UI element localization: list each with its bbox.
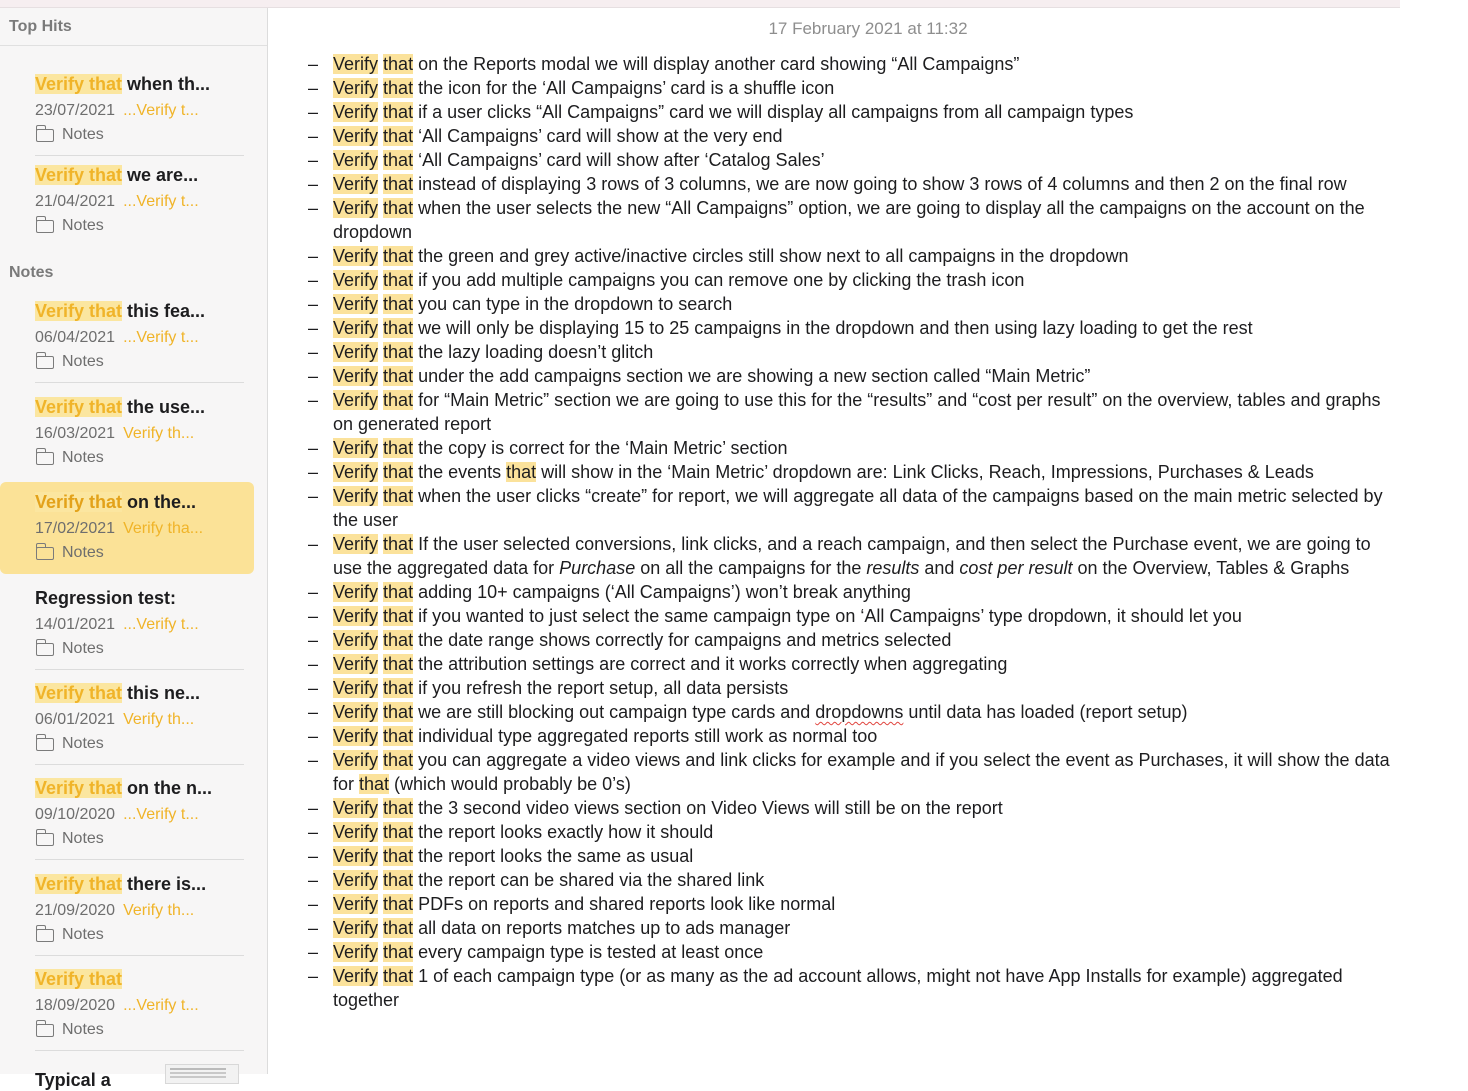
note-folder: Notes <box>36 544 104 562</box>
checklist-line[interactable] <box>308 460 1398 484</box>
line-text: will show in the ‘Main Metric’ dropdown are: Link Clicks, Reach, Impressions, Purchases & Leads <box>536 462 1314 482</box>
divider <box>35 1050 244 1051</box>
line-text: (which would probably be 0’s) <box>389 774 631 794</box>
folder-icon <box>36 643 54 656</box>
line-text: the 3 second video views section on Video Views will still be on the report <box>413 798 1003 818</box>
line-text: the green and grey active/inactive circles still show next to all campaigns in the dropdown <box>413 246 1129 266</box>
note-meta <box>35 616 245 634</box>
checklist-line[interactable] <box>308 316 1398 340</box>
note-meta <box>35 520 245 538</box>
checklist-line[interactable] <box>308 652 1398 676</box>
note-preview: Verify th... <box>123 902 195 919</box>
search-highlight: that <box>383 78 414 98</box>
divider <box>35 382 244 383</box>
note-folder: Notes <box>36 353 104 371</box>
search-highlight: that <box>359 774 390 794</box>
checklist-line[interactable] <box>308 172 1398 196</box>
search-highlight: that <box>383 966 414 986</box>
search-highlight: that <box>383 54 414 74</box>
folder-icon <box>36 452 54 465</box>
divider <box>35 955 244 956</box>
italic-text: Purchase <box>559 558 636 578</box>
search-highlight: that <box>383 342 414 362</box>
line-text: individual type aggregated reports still work as normal too <box>413 726 878 746</box>
note-date: 14/01/2021 <box>35 616 116 633</box>
note-date: 16/03/2021 <box>35 425 116 442</box>
search-highlight: that <box>383 198 414 218</box>
notes-list-sidebar <box>0 8 268 1090</box>
note-meta <box>35 193 245 211</box>
search-highlight: that <box>383 846 414 866</box>
folder-icon <box>36 929 54 942</box>
note-folder: Notes <box>36 217 104 235</box>
line-text: for “Main Metric” section we are going to use this for the “results” and “cost per result” on the overview, tables and graphs on generated report <box>333 390 1381 434</box>
checklist-line[interactable] <box>308 796 1398 820</box>
line-text: we are still blocking out campaign type cards and <box>413 702 816 722</box>
search-highlight: Verify <box>333 846 379 866</box>
checklist-line[interactable] <box>308 124 1398 148</box>
search-highlight: Verify <box>333 534 379 554</box>
checklist-line[interactable] <box>308 76 1398 100</box>
checklist-line[interactable] <box>308 100 1398 124</box>
note-preview: ...Verify t... <box>123 616 199 633</box>
note-list-item[interactable] <box>0 673 254 765</box>
search-highlight: that <box>383 246 414 266</box>
search-highlight: Verify <box>333 870 379 890</box>
note-preview: Verify tha... <box>123 520 204 537</box>
search-highlight: that <box>383 702 414 722</box>
search-highlight: Verify <box>333 294 379 314</box>
checklist-line[interactable] <box>308 148 1398 172</box>
search-highlight: that <box>383 942 414 962</box>
note-preview: ...Verify t... <box>123 329 199 346</box>
line-text: if you add multiple campaigns you can remove one by clicking the trash icon <box>413 270 1025 290</box>
line-text: 1 of each campaign type (or as many as the ad account allows, might not have App Installs for example) aggregated together <box>333 966 1343 1010</box>
note-title: Verify that this ne... <box>35 683 201 703</box>
search-highlight: that <box>383 126 414 146</box>
note-title: Typical a <box>35 1070 111 1090</box>
checklist-line[interactable] <box>308 364 1398 388</box>
line-text: we will only be displaying 15 to 25 campaigns in the dropdown and then using lazy loading to get the rest <box>413 318 1253 338</box>
line-text: until data has loaded (report setup) <box>903 702 1188 722</box>
search-highlight: that <box>383 822 414 842</box>
search-highlight: that <box>383 366 414 386</box>
line-text: you can type in the dropdown to search <box>413 294 733 314</box>
folder-icon <box>36 547 54 560</box>
note-editor[interactable] <box>268 8 1400 1074</box>
search-highlight: that <box>506 462 537 482</box>
checklist-line[interactable] <box>308 244 1398 268</box>
line-text: on the Reports modal we will display another card showing “All Campaigns” <box>413 54 1020 74</box>
note-meta <box>35 329 245 347</box>
checklist-line[interactable] <box>308 844 1398 868</box>
note-list-item[interactable] <box>0 387 254 479</box>
checklist-line[interactable] <box>308 964 1398 1012</box>
note-preview: ...Verify t... <box>123 193 199 210</box>
note-list-item-selected[interactable] <box>0 482 254 574</box>
search-highlight: that <box>383 150 414 170</box>
note-date: 06/04/2021 <box>35 329 116 346</box>
search-highlight: Verify <box>333 390 379 410</box>
folder-icon <box>36 129 54 142</box>
line-text: the lazy loading doesn’t glitch <box>413 342 654 362</box>
line-text: and <box>919 558 960 578</box>
divider <box>35 669 244 670</box>
search-highlight: that <box>383 438 414 458</box>
line-text: the copy is correct for the ‘Main Metric’ section <box>413 438 788 458</box>
line-text: every campaign type is tested at least once <box>413 942 764 962</box>
line-text: instead of displaying 3 rows of 3 columns, we are now going to show 3 rows of 4 columns and then 2 on the final row <box>413 174 1347 194</box>
note-meta <box>35 102 245 120</box>
checklist-line[interactable] <box>308 748 1398 796</box>
search-highlight: Verify <box>333 918 379 938</box>
note-list-item[interactable] <box>0 64 254 156</box>
note-title: Verify that <box>35 969 123 989</box>
note-date: 17/02/2021 <box>35 520 116 537</box>
search-highlight: Verify <box>333 342 379 362</box>
note-preview: ...Verify t... <box>123 806 199 823</box>
search-highlight: Verify <box>333 942 379 962</box>
folder-icon <box>36 738 54 751</box>
note-folder: Notes <box>36 126 104 144</box>
line-text: ‘All Campaigns’ card will show after ‘Catalog Sales’ <box>413 150 825 170</box>
note-date: 21/09/2020 <box>35 902 116 919</box>
checklist-line[interactable] <box>308 604 1398 628</box>
search-highlight: that <box>383 894 414 914</box>
italic-text: cost per result <box>959 558 1073 578</box>
checklist-line[interactable] <box>308 940 1398 964</box>
line-text: If the user selected conversions, link clicks, and a reach campaign, and then select the Purchase event, we are going to use the aggregated data for <box>333 534 1371 578</box>
note-date: 06/01/2021 <box>35 711 116 728</box>
note-folder: Notes <box>36 1021 104 1039</box>
checklist-line[interactable] <box>308 892 1398 916</box>
checklist-line[interactable] <box>308 388 1398 436</box>
search-highlight: Verify <box>333 126 379 146</box>
note-title: Verify that the use... <box>35 397 206 417</box>
search-highlight: that <box>383 678 414 698</box>
line-text: the date range shows correctly for campaigns and metrics selected <box>413 630 952 650</box>
notes-section-header: Notes <box>9 264 54 281</box>
note-folder: Notes <box>36 640 104 658</box>
note-date: 09/10/2020 <box>35 806 116 823</box>
search-highlight: Verify <box>333 366 379 386</box>
search-highlight: that <box>383 582 414 602</box>
search-highlight: Verify <box>333 702 379 722</box>
checklist-line[interactable] <box>308 532 1398 580</box>
checklist-line[interactable] <box>308 196 1398 244</box>
search-highlight: Verify <box>333 966 379 986</box>
search-highlight: Verify <box>333 582 379 602</box>
checklist-line[interactable] <box>308 724 1398 748</box>
line-text: if a user clicks “All Campaigns” card we will display all campaigns from all campaign types <box>413 102 1134 122</box>
note-title: Verify that on the... <box>35 492 197 512</box>
line-text: the icon for the ‘All Campaigns’ card is a shuffle icon <box>413 78 835 98</box>
search-highlight: Verify <box>333 894 379 914</box>
line-text: you can aggregate a video views and link clicks for example and if you select the event as Purchases, it will show the data for <box>333 750 1390 794</box>
note-list-item[interactable] <box>0 291 254 383</box>
line-text: if you refresh the report setup, all data persists <box>413 678 789 698</box>
note-preview: ...Verify t... <box>123 102 199 119</box>
misspelled-word: dropdowns <box>815 702 904 722</box>
note-date: 21/04/2021 <box>35 193 116 210</box>
italic-text: results <box>866 558 920 578</box>
search-highlight: that <box>383 534 414 554</box>
search-highlight: Verify <box>333 198 379 218</box>
line-text: the attribution settings are correct and it works correctly when aggregating <box>413 654 1008 674</box>
checklist-line[interactable] <box>308 628 1398 652</box>
note-title: Verify that when th... <box>35 74 211 94</box>
line-text: under the add campaigns section we are showing a new section called “Main Metric” <box>413 366 1091 386</box>
note-list-item[interactable] <box>0 1060 254 1090</box>
note-thumbnail <box>165 1064 239 1084</box>
note-preview: ...Verify t... <box>123 997 199 1014</box>
checklist-line[interactable] <box>308 700 1398 724</box>
top-hits-header: Top Hits <box>0 8 267 46</box>
search-highlight: that <box>383 726 414 746</box>
note-list-item[interactable] <box>0 864 254 956</box>
line-text: on the Overview, Tables & Graphs <box>1072 558 1350 578</box>
search-highlight: Verify <box>333 822 379 842</box>
checklist-line[interactable] <box>308 292 1398 316</box>
note-list-item[interactable] <box>0 768 254 860</box>
search-highlight: that <box>383 870 414 890</box>
search-highlight: Verify <box>333 798 379 818</box>
note-title: Verify that this fea... <box>35 301 206 321</box>
note-title: Verify that on the n... <box>35 778 213 798</box>
note-meta <box>35 902 245 920</box>
search-highlight: that <box>383 630 414 650</box>
search-highlight: Verify <box>333 102 379 122</box>
line-text: when the user clicks “create” for report, we will aggregate all data of the campaigns based on the main metric selected by the user <box>333 486 1383 530</box>
note-date: 23/07/2021 <box>35 102 116 119</box>
line-text: the events <box>413 462 507 482</box>
line-text: on all the campaigns for the <box>635 558 867 578</box>
note-title: Verify that we are... <box>35 165 199 185</box>
search-highlight: that <box>383 654 414 674</box>
checklist-line[interactable] <box>308 868 1398 892</box>
note-meta <box>35 997 245 1015</box>
search-highlight: that <box>383 750 414 770</box>
note-meta <box>35 425 245 443</box>
note-list-item[interactable] <box>0 578 254 670</box>
search-highlight: Verify <box>333 246 379 266</box>
search-highlight: that <box>383 486 414 506</box>
checklist-line[interactable] <box>308 52 1398 76</box>
search-highlight: Verify <box>333 606 379 626</box>
line-text: if you wanted to just select the same campaign type on ‘All Campaigns’ type dropdown, it should let you <box>413 606 1242 626</box>
search-highlight: Verify <box>333 78 379 98</box>
search-highlight: that <box>383 294 414 314</box>
line-text: ‘All Campaigns’ card will show at the very end <box>413 126 783 146</box>
note-folder: Notes <box>36 735 104 753</box>
search-highlight: Verify <box>333 174 379 194</box>
divider <box>35 764 244 765</box>
search-highlight: Verify <box>333 750 379 770</box>
note-folder: Notes <box>36 926 104 944</box>
search-highlight: that <box>383 390 414 410</box>
folder-icon <box>36 833 54 846</box>
search-highlight: Verify <box>333 54 379 74</box>
search-highlight: that <box>383 918 414 938</box>
line-text: PDFs on reports and shared reports look like normal <box>413 894 836 914</box>
line-text: the report can be shared via the shared link <box>413 870 765 890</box>
note-date: 18/09/2020 <box>35 997 116 1014</box>
search-highlight: Verify <box>333 462 379 482</box>
folder-icon <box>36 1024 54 1037</box>
search-highlight: Verify <box>333 678 379 698</box>
note-folder: Notes <box>36 830 104 848</box>
search-highlight: that <box>383 606 414 626</box>
checklist-line[interactable] <box>308 676 1398 700</box>
note-meta <box>35 711 245 729</box>
window-top-edge <box>0 0 1400 8</box>
search-highlight: Verify <box>333 150 379 170</box>
folder-icon <box>36 220 54 233</box>
checklist-line[interactable] <box>308 484 1398 532</box>
search-highlight: Verify <box>333 486 379 506</box>
search-highlight: that <box>383 270 414 290</box>
checklist-line[interactable] <box>308 340 1398 364</box>
search-highlight: Verify <box>333 438 379 458</box>
note-title: Regression test: <box>35 588 177 608</box>
line-text: the report looks the same as usual <box>413 846 694 866</box>
line-text: the report looks exactly how it should <box>413 822 714 842</box>
note-list-item[interactable] <box>0 155 254 247</box>
note-timestamp: 17 February 2021 at 11:32 <box>768 19 968 38</box>
checklist-line[interactable] <box>308 580 1398 604</box>
note-preview: Verify th... <box>123 425 195 442</box>
search-highlight: that <box>383 102 414 122</box>
search-highlight: Verify <box>333 726 379 746</box>
search-highlight: Verify <box>333 270 379 290</box>
note-preview: Verify th... <box>123 711 195 728</box>
note-body[interactable] <box>308 52 1398 1012</box>
checklist-line[interactable] <box>308 436 1398 460</box>
note-meta <box>35 806 245 824</box>
checklist-line[interactable] <box>308 916 1398 940</box>
checklist-line[interactable] <box>308 268 1398 292</box>
folder-icon <box>36 356 54 369</box>
divider <box>35 859 244 860</box>
line-text: all data on reports matches up to ads manager <box>413 918 791 938</box>
note-title: Verify that there is... <box>35 874 207 894</box>
search-highlight: that <box>383 174 414 194</box>
checklist-line[interactable] <box>308 820 1398 844</box>
line-text: when the user selects the new “All Campaigns” option, we are going to display all the campaigns on the account on the dropdown <box>333 198 1365 242</box>
line-text: adding 10+ campaigns (‘All Campaigns’) won’t break anything <box>413 582 911 602</box>
search-highlight: Verify <box>333 654 379 674</box>
search-highlight: Verify <box>333 318 379 338</box>
search-highlight: Verify <box>333 630 379 650</box>
note-list-item[interactable] <box>0 959 254 1051</box>
search-highlight: that <box>383 462 414 482</box>
search-highlight: that <box>383 318 414 338</box>
note-folder: Notes <box>36 449 104 467</box>
search-highlight: that <box>383 798 414 818</box>
